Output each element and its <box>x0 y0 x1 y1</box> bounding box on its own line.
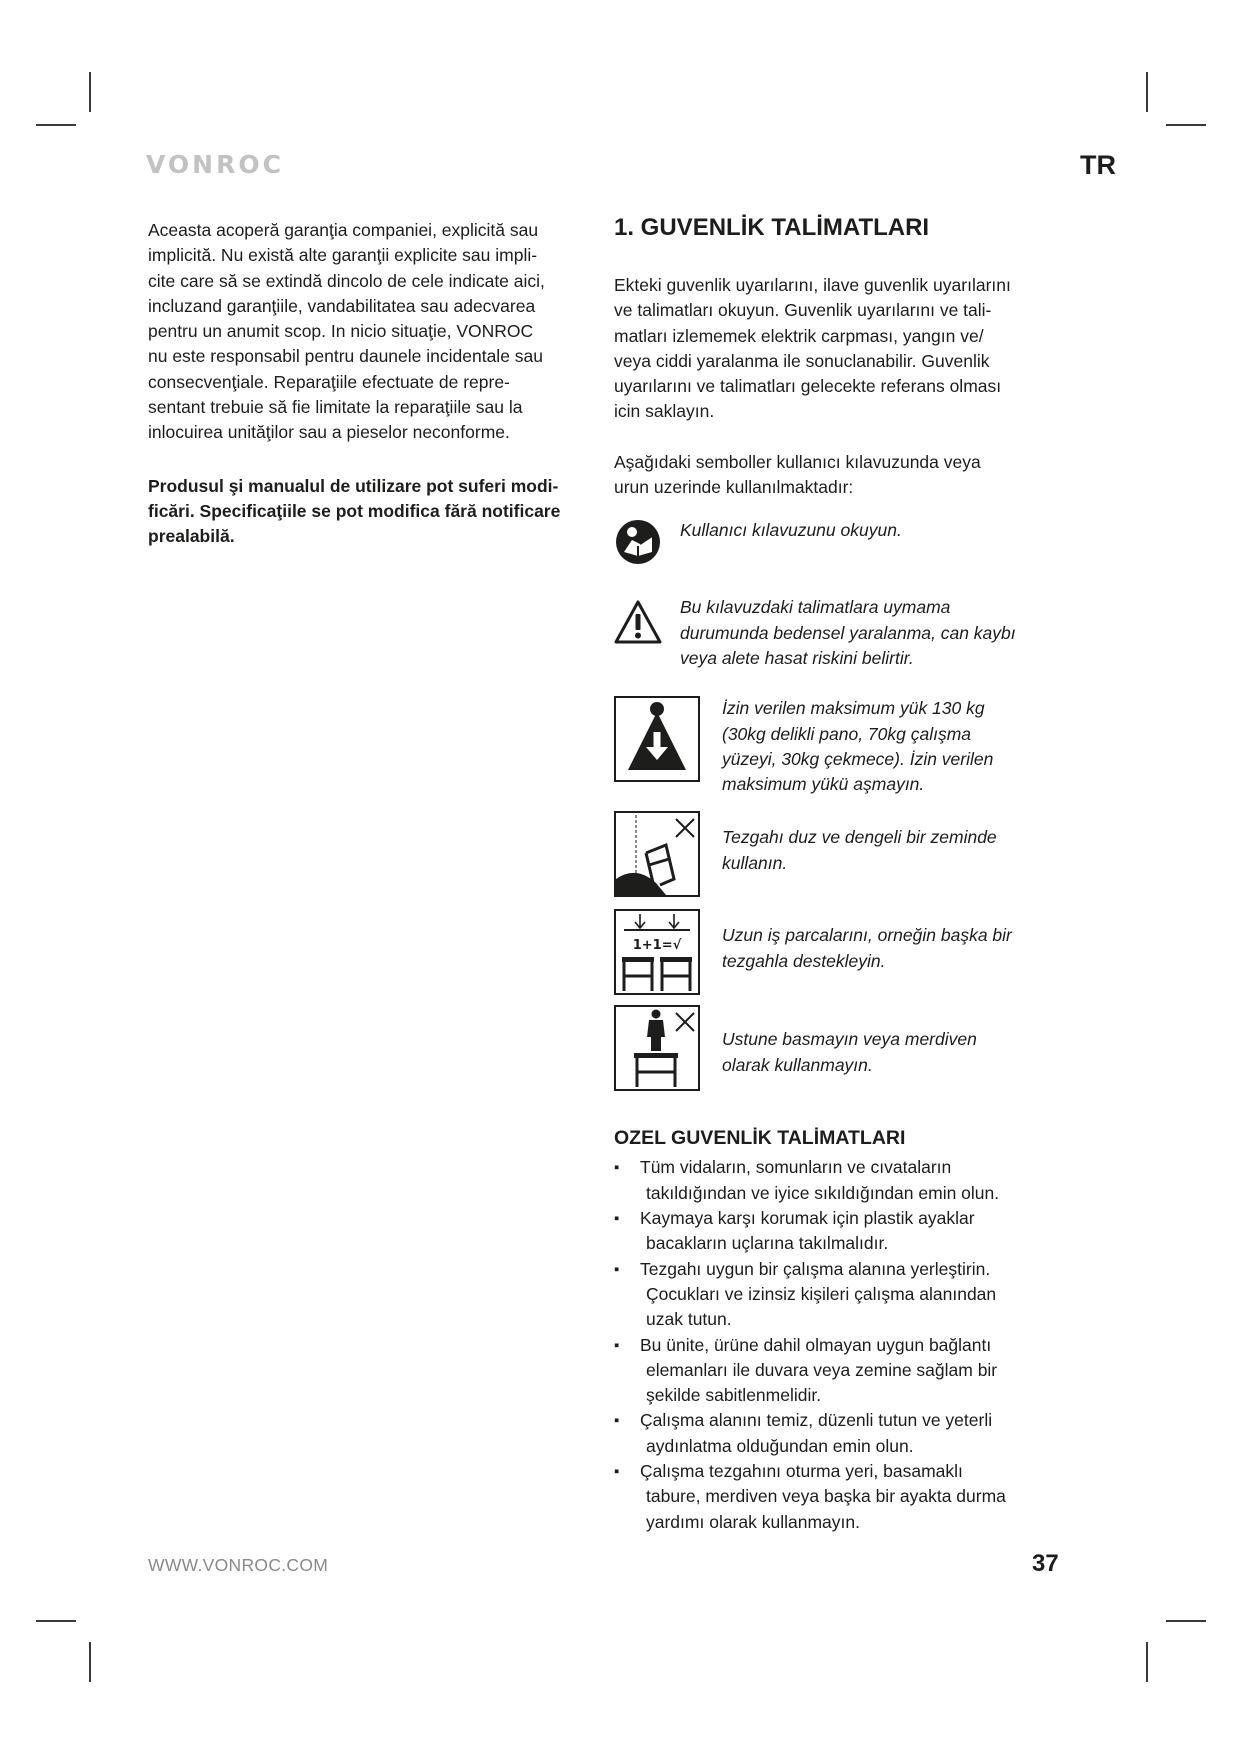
text-line: maksimum yükü aşmayın. <box>722 774 925 795</box>
text-line: Bu kılavuzdaki talimatlara uymama <box>680 597 951 618</box>
text-line: cite care să se extindă dincolo de cele indicate aici, <box>148 270 545 291</box>
brand-logo: VONROC <box>146 150 284 179</box>
text-line: sentant trebuie să fie limitate la reparaţiile sau la <box>148 397 523 418</box>
text-line: elemanları ile duvara veya zemine sağlam bir <box>646 1359 998 1380</box>
symbol-row <box>614 595 1074 671</box>
text-line: takıldığından ve iyice sıkıldığından emin olun. <box>646 1182 1000 1203</box>
text-line: implicită. Nu există alte garanţii explicite sau impli- <box>148 245 538 266</box>
text-line: Produsul şi manualul de utilizare pot suferi modi- <box>148 475 559 496</box>
text-line: icin saklayın. <box>614 401 715 422</box>
crop-mark <box>89 1642 91 1682</box>
text-line: Çocukları ve izinsiz kişileri çalışma alanından <box>646 1283 997 1304</box>
text-line: ficări. Specificaţiile se pot modifica fără notificare <box>148 500 561 521</box>
page-number: 37 <box>1032 1550 1059 1577</box>
warning-triangle-icon <box>614 595 680 650</box>
text-line: Çalışma alanını temiz, düzenli tutun ve yeterli <box>640 1410 993 1431</box>
left-column <box>148 218 598 550</box>
symbol-row <box>614 696 1074 797</box>
symbol-description <box>700 696 993 797</box>
max-load-icon <box>614 696 700 782</box>
language-code: TR <box>1080 150 1116 180</box>
text-line: urun uzerinde kullanılmaktadır: <box>614 477 854 498</box>
text-line: olarak kullanmayın. <box>722 1054 873 1075</box>
crop-mark <box>1166 124 1206 126</box>
symbol-row <box>614 518 1074 571</box>
intro-paragraph <box>614 273 1074 425</box>
text-line: yüzeyi, 30kg çekmece). İzin verilen <box>722 748 994 769</box>
crop-mark <box>36 124 76 126</box>
section-title: 1. GUVENLİK TALİMATLARI <box>614 214 930 241</box>
text-line: matları izlememek elektrik carpması, yangın ve/ <box>614 325 984 346</box>
symbol-row <box>614 1005 1074 1091</box>
support-workpiece-icon <box>614 909 700 995</box>
text-line: Bu ünite, ürüne dahil olmayan uygun bağlantı <box>640 1334 992 1355</box>
modification-notice <box>148 474 598 550</box>
symbol-row <box>614 811 1074 897</box>
text-line: tezgahla destekleyin. <box>722 950 886 971</box>
right-column <box>614 213 1074 1535</box>
text-line: Tezgahı duz ve dengeli bir zeminde <box>722 827 997 848</box>
read-manual-icon <box>614 518 680 571</box>
symbol-description <box>680 518 902 543</box>
text-line: yardımı olarak kullanmayın. <box>646 1511 860 1532</box>
text-line: İzin verilen maksimum yük 130 kg <box>722 698 985 719</box>
text-line: Ustune basmayın veya merdiven <box>722 1029 977 1050</box>
text-line: Aşağıdaki semboller kullanıcı kılavuzunda veya <box>614 451 981 472</box>
list-item <box>614 1408 1074 1459</box>
text-line: nu este responsabil pentru daunele incidentale sau <box>148 346 544 367</box>
crop-mark <box>89 72 91 112</box>
footer-url: WWW.VONROC.COM <box>148 1555 329 1575</box>
text-line: incluzand garanţiile, vandabilitatea sau adecvarea <box>148 295 536 316</box>
crop-mark <box>1146 72 1148 112</box>
text-line: pentru un anumit scop. In nicio situaţie, VONROC <box>148 321 534 342</box>
list-item <box>614 1459 1074 1535</box>
symbols-intro <box>614 450 1074 501</box>
text-line: Aceasta acoperă garanţia companiei, explicită sau <box>148 220 539 240</box>
text-line: Tüm vidaların, somunların ve cıvataların <box>640 1157 952 1178</box>
text-line: (30kg delikli pano, 70kg çalışma <box>722 723 972 744</box>
text-line: Kullanıcı kılavuzunu okuyun. <box>680 520 902 541</box>
text-line: ve talimatları okuyun. Guvenlik uyarılarını ve tali- <box>614 300 992 321</box>
text-line: tabure, merdiven veya başka bir ayakta durma <box>646 1486 1006 1507</box>
text-line: Uzun iş parcalarını, orneğin başka bir <box>722 925 1012 946</box>
list-item <box>614 1206 1074 1257</box>
subsection-title: OZEL GUVENLİK TALİMATLARI <box>614 1127 906 1150</box>
text-line: veya ciddi yaralanma ile sonuclanabilir. Guvenlik <box>614 350 990 371</box>
crop-mark <box>1146 1642 1148 1682</box>
no-standing-icon <box>614 1005 700 1091</box>
text-line: Tezgahı uygun bir çalışma alanına yerleştirin. <box>640 1258 991 1279</box>
support-label: 1+1=√ <box>632 938 682 954</box>
text-line: Ekteki guvenlik uyarılarını, ilave guvenlik uyarılarını <box>614 275 1011 295</box>
text-line: inlocuirea unităţilor sau a pieselor neconforme. <box>148 422 510 443</box>
text-line: aydınlatma olduğundan emin olun. <box>646 1435 914 1456</box>
crop-mark <box>36 1620 76 1622</box>
text-line: Kaymaya karşı korumak için plastik ayaklar <box>640 1208 975 1229</box>
text-line: prealabilă. <box>148 526 235 547</box>
warranty-paragraph <box>148 218 598 446</box>
text-line: uyarılarını ve talimatları gelecekte referans olması <box>614 376 1002 397</box>
symbol-description <box>700 811 997 876</box>
text-line: durumunda bedensel yaralanma, can kaybı <box>680 622 1016 643</box>
list-item <box>614 1257 1074 1333</box>
text-line: Çalışma tezgahını oturma yeri, basamaklı <box>640 1461 963 1482</box>
list-item <box>614 1333 1074 1409</box>
symbol-row <box>614 909 1074 995</box>
text-line: şekilde sabitlenmelidir. <box>646 1385 822 1406</box>
text-line: veya alete hasat riskini belirtir. <box>680 647 914 668</box>
symbol-description <box>700 909 1012 974</box>
text-line: bacakların uçlarına takılmalıdır. <box>646 1233 889 1254</box>
symbol-description <box>680 595 1016 671</box>
symbol-description <box>700 1005 977 1078</box>
text-line: consecvenţiale. Reparaţiile efectuate de repre- <box>148 371 510 392</box>
text-line: kullanın. <box>722 852 788 873</box>
safety-list <box>614 1155 1074 1534</box>
crop-mark <box>1166 1620 1206 1622</box>
list-item <box>614 1155 1074 1206</box>
level-floor-icon <box>614 811 700 897</box>
text-line: uzak tutun. <box>646 1309 732 1330</box>
